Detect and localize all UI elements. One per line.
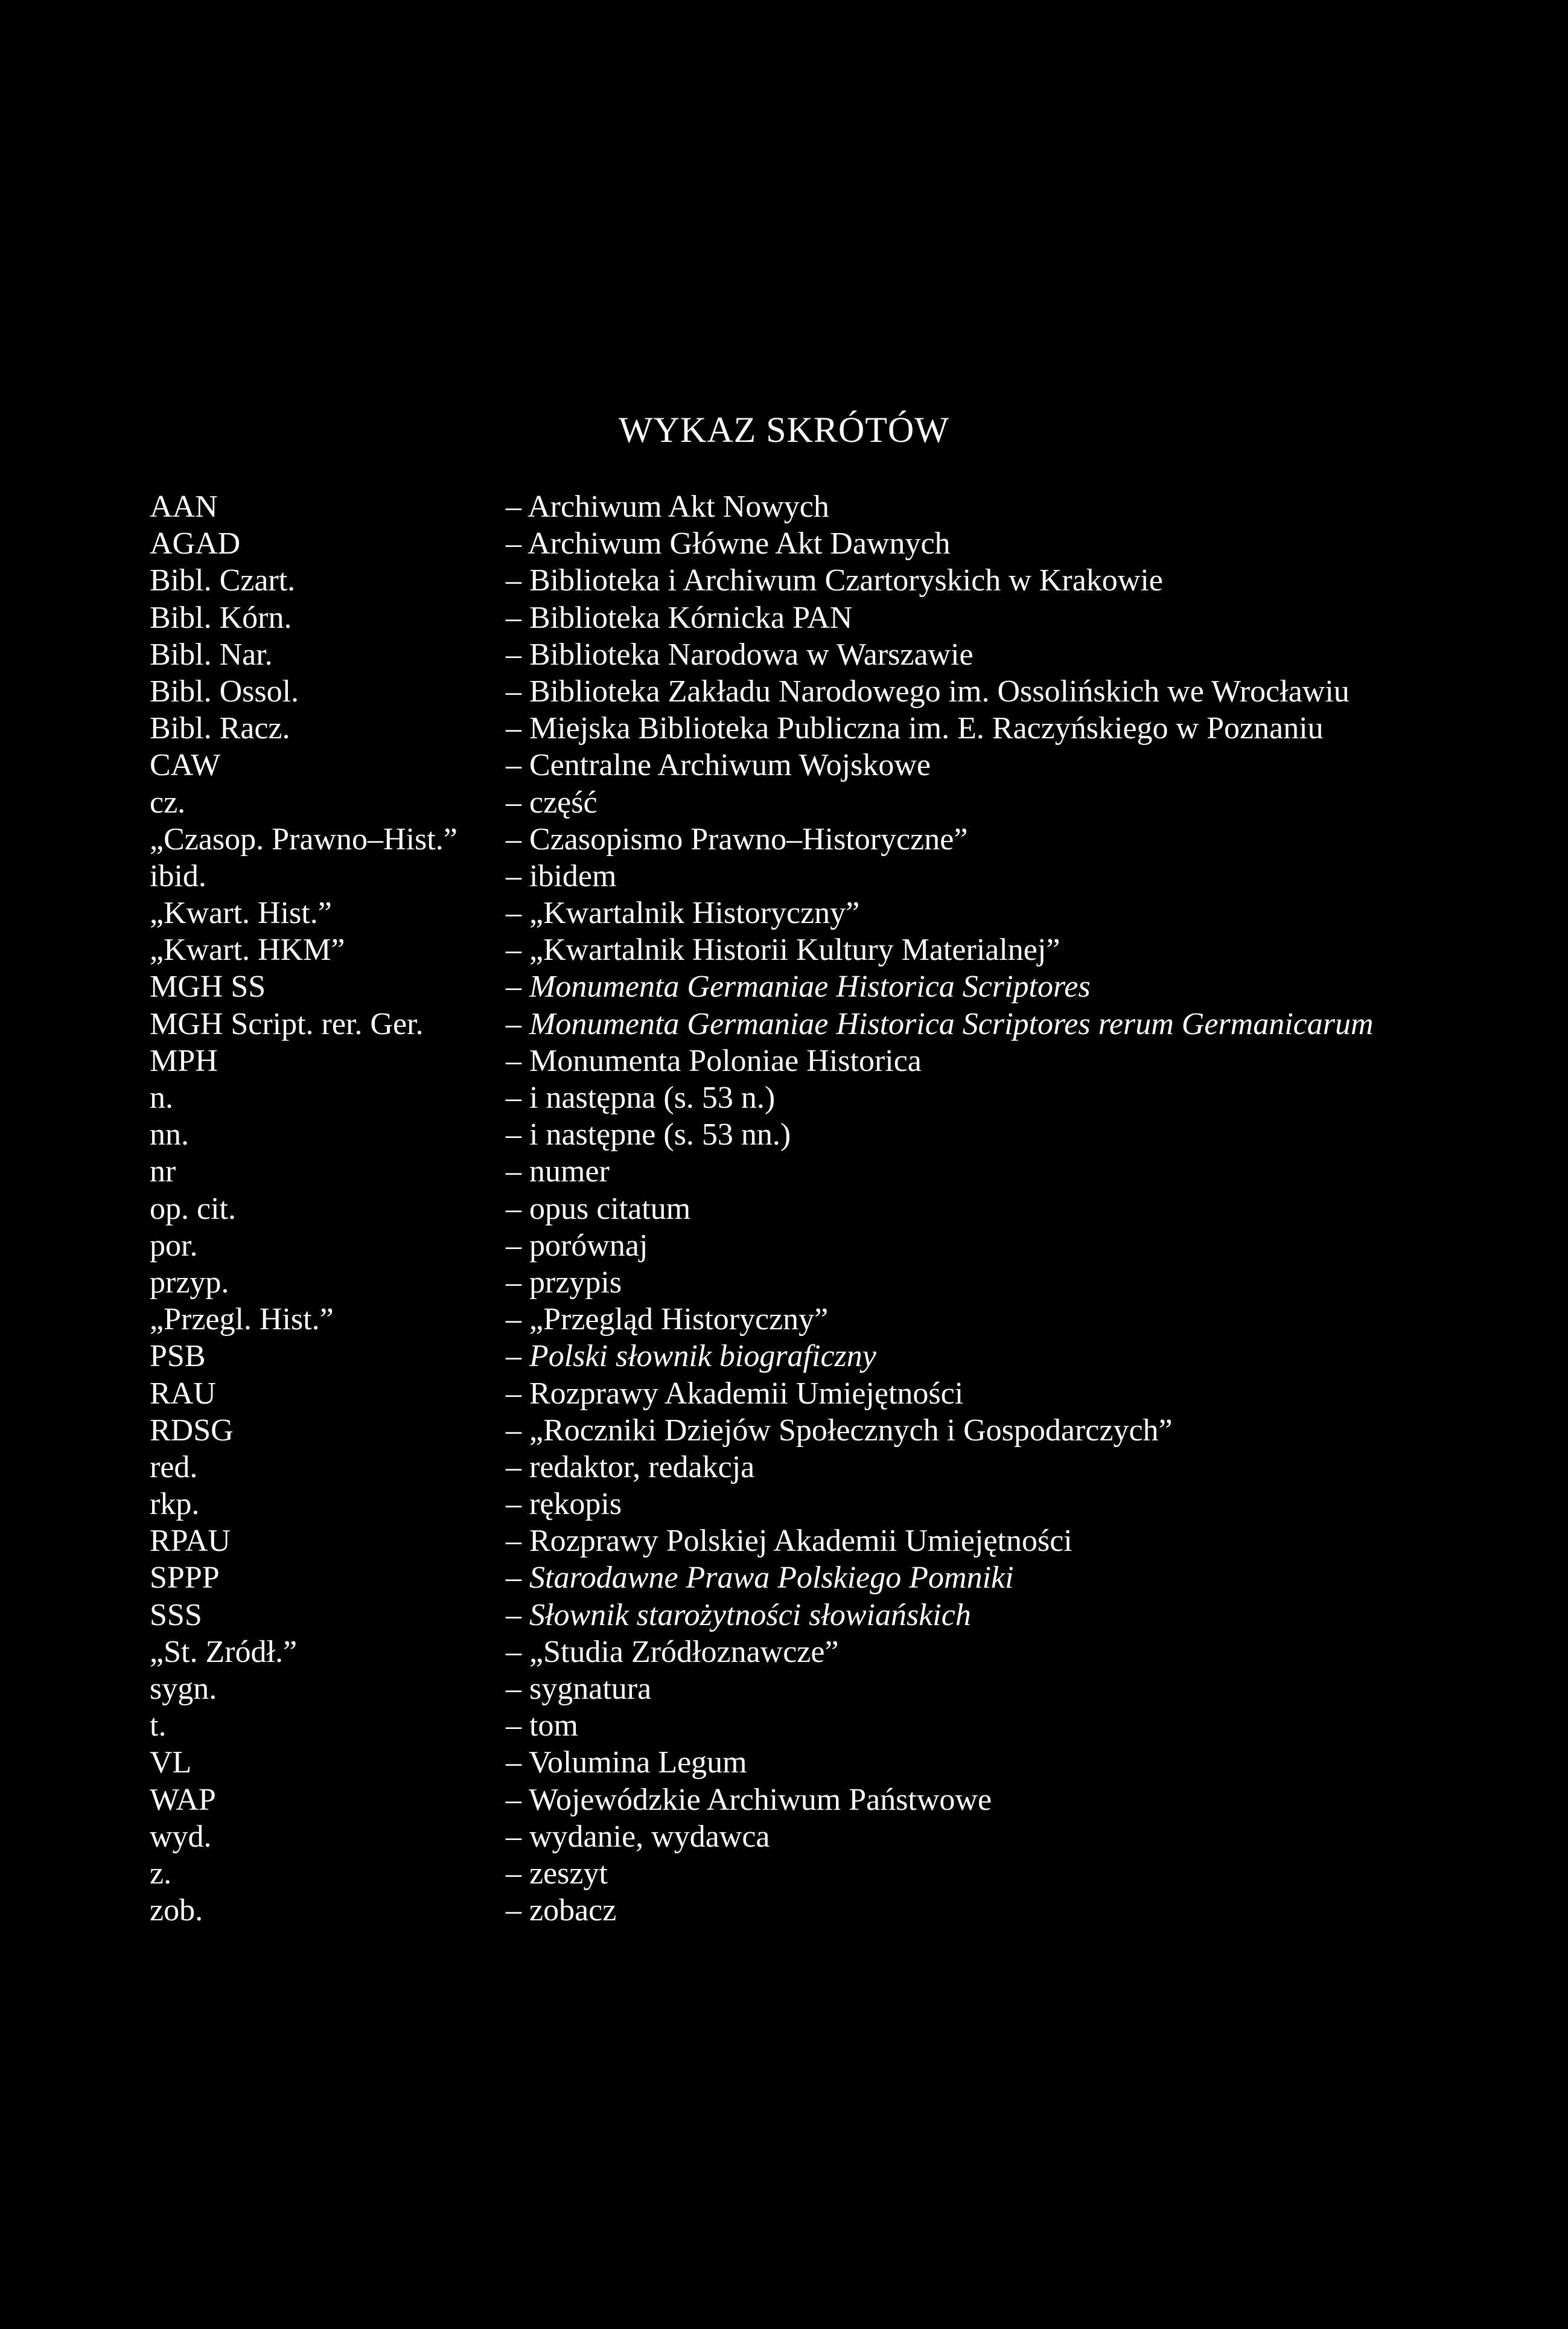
abbreviation-term: por. — [150, 1228, 198, 1263]
abbreviation-row — [150, 1116, 1538, 1153]
abbreviation-row — [150, 1670, 1538, 1707]
abbreviation-expansion: – Archiwum Akt Nowych — [506, 490, 829, 524]
abbreviation-row — [150, 673, 1538, 710]
abbreviation-expansion: – tom — [506, 1708, 578, 1743]
abbreviation-expansion: – Rozprawy Polskiej Akademii Umiejętności — [506, 1524, 1072, 1559]
abbreviation-row — [150, 1412, 1538, 1449]
abbreviation-row — [150, 1634, 1538, 1670]
abbreviation-expansion: – Czasopismo Prawno–Historyczne” — [506, 822, 968, 857]
abbreviation-row — [150, 1818, 1538, 1855]
abbreviation-term: rkp. — [150, 1487, 200, 1522]
abbreviation-term: WAP — [150, 1782, 216, 1817]
abbreviation-term: ibid. — [150, 858, 206, 893]
abbreviation-row — [150, 1486, 1538, 1522]
abbreviation-row — [150, 1079, 1538, 1116]
abbreviation-expansion: – i następna (s. 53 n.) — [506, 1081, 776, 1115]
abbreviation-row — [150, 1892, 1538, 1929]
abbreviation-row — [150, 1781, 1538, 1818]
abbreviation-expansion: – Centralne Archiwum Wojskowe — [506, 748, 931, 783]
abbreviation-term: Bibl. Kórn. — [150, 600, 292, 635]
abbreviation-term: RDSG — [150, 1413, 234, 1448]
abbreviation-expansion: – Biblioteka Zakładu Narodowego im. Ossolińskich we Wrocławiu — [506, 674, 1350, 709]
abbreviation-expansion: – „Przegląd Historyczny” — [506, 1302, 829, 1337]
abbreviation-term: AGAD — [150, 526, 241, 561]
abbreviation-row — [150, 1043, 1538, 1079]
abbreviation-expansion: – opus citatum — [506, 1191, 691, 1226]
abbreviation-expansion: – Monumenta Poloniae Historica — [506, 1043, 922, 1078]
abbreviation-row — [150, 599, 1538, 636]
abbreviation-expansion: – Biblioteka i Archiwum Czartoryskich w Krakowie — [506, 563, 1163, 598]
abbreviation-expansion: – Rozprawy Akademii Umiejętności — [506, 1376, 964, 1411]
abbreviation-row — [150, 1375, 1538, 1412]
abbreviation-row — [150, 895, 1538, 931]
abbreviation-row — [150, 1153, 1538, 1190]
abbreviation-row — [150, 1707, 1538, 1744]
abbreviation-term: wyd. — [150, 1819, 212, 1854]
abbreviation-term: PSB — [150, 1339, 206, 1374]
abbreviation-expansion: – przypis — [506, 1265, 622, 1300]
abbreviation-expansion: – rękopis — [506, 1487, 622, 1522]
abbreviation-term: „Przegl. Hist.” — [150, 1302, 334, 1337]
abbreviation-term: zob. — [150, 1893, 203, 1928]
abbreviation-term: z. — [150, 1856, 172, 1891]
abbreviation-expansion: – Biblioteka Narodowa w Warszawie — [506, 637, 974, 672]
abbreviation-term: „Kwart. HKM” — [150, 933, 345, 968]
abbreviation-term: przyp. — [150, 1265, 229, 1300]
abbreviation-term: MPH — [150, 1043, 218, 1078]
abbreviation-row — [150, 1597, 1538, 1634]
abbreviation-row — [150, 1264, 1538, 1301]
abbreviation-term: SSS — [150, 1597, 202, 1632]
abbreviation-expansion: – Monumenta Germaniae Historica Scriptores rerum Germanicarum — [506, 1006, 1374, 1041]
abbreviation-expansion: – Volumina Legum — [506, 1745, 747, 1780]
abbreviation-expansion: – część — [506, 785, 598, 820]
abbreviation-row — [150, 784, 1538, 821]
abbreviation-expansion: – Biblioteka Kórnicka PAN — [506, 600, 853, 635]
abbreviation-row — [150, 1338, 1538, 1375]
abbreviation-row — [150, 968, 1538, 1005]
abbreviation-term: VL — [150, 1745, 192, 1780]
abbreviation-row — [150, 636, 1538, 673]
abbreviation-term: Bibl. Ossol. — [150, 674, 299, 709]
abbreviation-expansion: – sygnatura — [506, 1672, 652, 1706]
abbreviation-expansion: – „Studia Zródłoznawcze” — [506, 1634, 839, 1669]
abbreviation-expansion: – i następne (s. 53 nn.) — [506, 1117, 791, 1152]
abbreviation-row — [150, 710, 1538, 747]
abbreviation-expansion: – zobacz — [506, 1893, 617, 1928]
abbreviation-term: RPAU — [150, 1524, 231, 1559]
abbreviation-term: nn. — [150, 1117, 189, 1152]
abbreviation-row — [150, 747, 1538, 784]
abbreviation-expansion: – Polski słownik biograficzny — [506, 1339, 876, 1374]
abbreviation-term: op. cit. — [150, 1191, 236, 1226]
abbreviation-expansion: – „Kwartalnik Historii Kultury Materialnej” — [506, 933, 1060, 968]
abbreviation-row — [150, 488, 1538, 525]
abbreviation-term: RAU — [150, 1376, 216, 1411]
abbreviation-row — [150, 525, 1538, 562]
abbreviation-term: „Kwart. Hist.” — [150, 896, 332, 931]
abbreviation-row — [150, 1449, 1538, 1486]
abbreviation-expansion: – redaktor, redakcja — [506, 1449, 755, 1484]
abbreviation-term: sygn. — [150, 1672, 217, 1706]
abbreviation-row — [150, 931, 1538, 968]
abbreviation-expansion: – „Kwartalnik Historyczny” — [506, 896, 860, 931]
abbreviation-expansion: – Wojewódzkie Archiwum Państwowe — [506, 1782, 992, 1817]
abbreviation-expansion: – Monumenta Germaniae Historica Scriptores — [506, 970, 1091, 1005]
abbreviation-term: t. — [150, 1708, 167, 1743]
abbreviation-term: AAN — [150, 490, 218, 524]
abbreviation-term: red. — [150, 1449, 198, 1484]
abbreviation-expansion: – Archiwum Główne Akt Dawnych — [506, 526, 951, 561]
abbreviation-row — [150, 821, 1538, 858]
abbreviation-row — [150, 1744, 1538, 1781]
abbreviation-expansion: – ibidem — [506, 858, 617, 893]
abbreviation-expansion: – Miejska Biblioteka Publiczna im. E. Raczyńskiego w Poznaniu — [506, 711, 1324, 746]
abbreviation-row — [150, 1855, 1538, 1892]
abbreviation-row — [150, 858, 1538, 895]
abbreviation-expansion: – „Roczniki Dziejów Społecznych i Gospodarczych” — [506, 1413, 1173, 1448]
abbreviation-term: „Czasop. Prawno–Hist.” — [150, 822, 457, 857]
abbreviation-term: CAW — [150, 748, 221, 783]
abbreviation-term: SPPP — [150, 1561, 220, 1596]
abbreviation-row — [150, 1559, 1538, 1596]
abbreviation-term: Bibl. Racz. — [150, 711, 290, 746]
abbreviation-list — [150, 488, 1538, 1929]
abbreviation-row — [150, 1301, 1538, 1338]
abbreviation-expansion: – numer — [506, 1154, 610, 1189]
abbreviation-term: Bibl. Nar. — [150, 637, 273, 672]
abbreviation-row — [150, 1522, 1538, 1559]
abbreviation-term: Bibl. Czart. — [150, 563, 296, 598]
abbreviation-row — [150, 1190, 1538, 1227]
abbreviation-row — [150, 562, 1538, 599]
abbreviation-expansion: – wydanie, wydawca — [506, 1819, 770, 1854]
abbreviation-expansion: – Starodawne Prawa Polskiego Pomniki — [506, 1561, 1014, 1596]
abbreviation-term: MGH SS — [150, 970, 266, 1005]
abbreviation-term: nr — [150, 1154, 176, 1189]
abbreviation-expansion: – porównaj — [506, 1228, 648, 1263]
abbreviation-term: MGH Script. rer. Ger. — [150, 1006, 424, 1041]
abbreviation-expansion: – zeszyt — [506, 1856, 608, 1891]
abbreviation-row — [150, 1006, 1538, 1043]
abbreviation-term: cz. — [150, 785, 186, 820]
page-title: WYKAZ SKRÓTÓW — [619, 410, 949, 450]
abbreviation-term: n. — [150, 1081, 173, 1115]
abbreviation-row — [150, 1227, 1538, 1264]
abbreviation-expansion: – Słownik starożytności słowiańskich — [506, 1597, 971, 1632]
abbreviation-term: „St. Zródł.” — [150, 1634, 298, 1669]
